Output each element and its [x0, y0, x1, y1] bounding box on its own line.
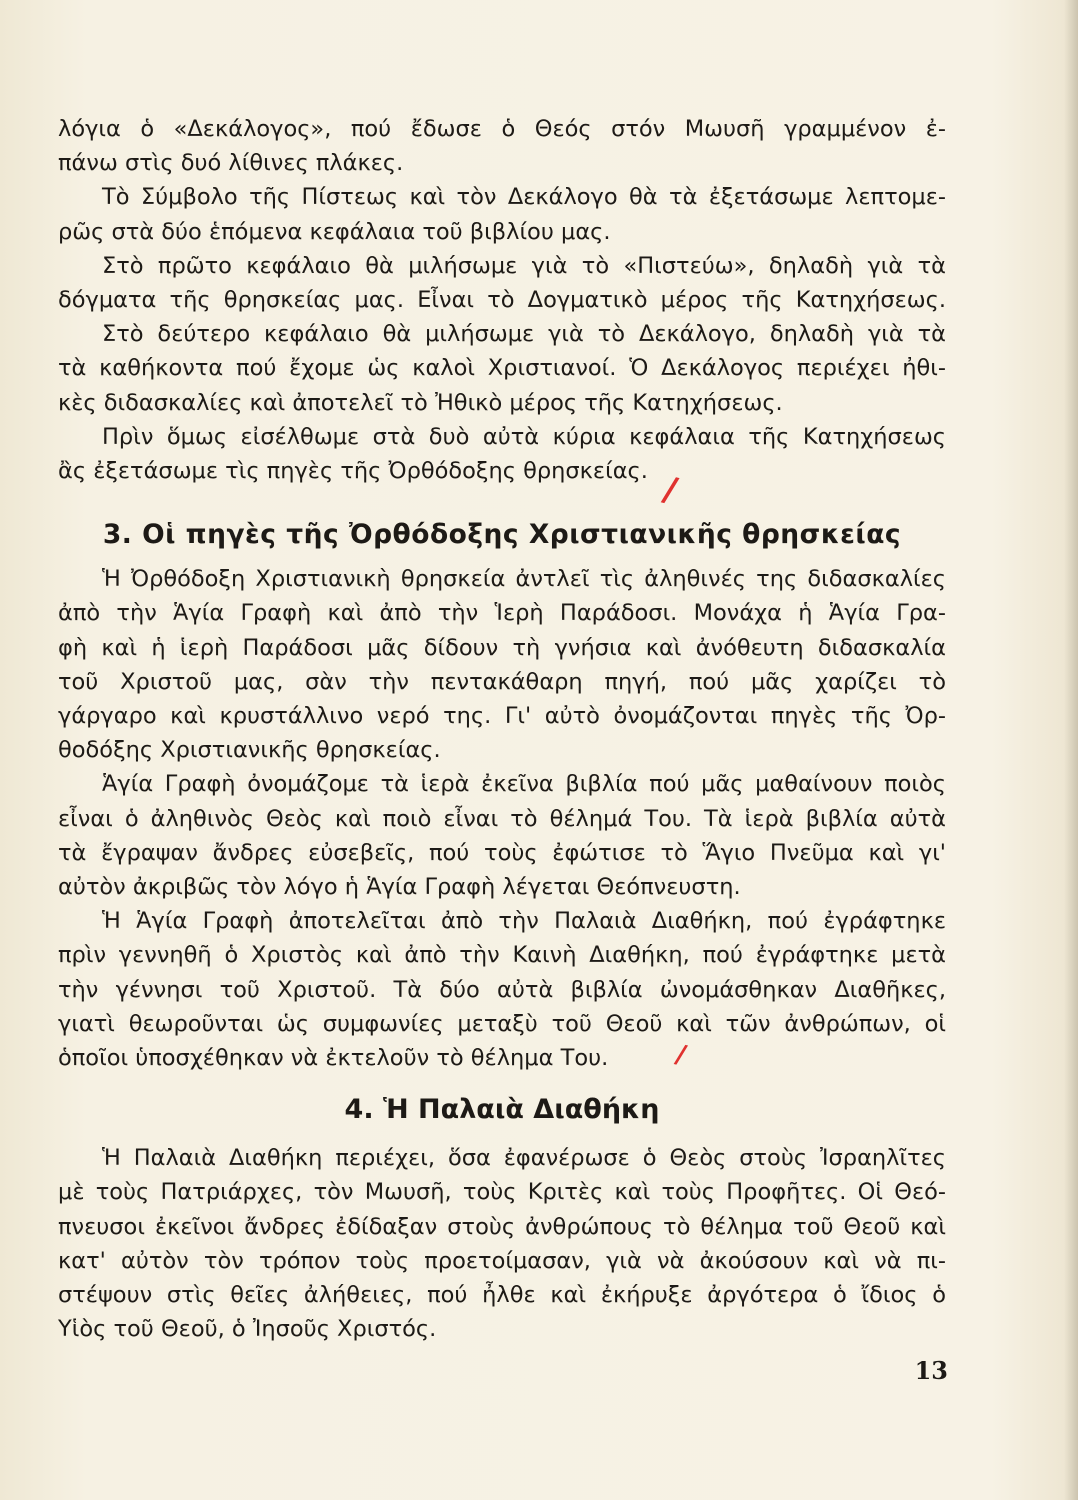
text-line: ὁποῖοι ὑποσχέθηκαν νὰ ἐκτελοῦν τὸ θέλημα Του. [58, 1044, 609, 1071]
text-line: ἂς ἐξετάσωμε τὶς πηγὲς τῆς Ὀρθόδοξης θρησκείας. [58, 457, 648, 484]
text-line: πάνω στὶς δυό λίθινες πλάκες. [58, 150, 404, 177]
page-body [58, 112, 946, 1346]
text-line: Ἡ Παλαιὰ Διαθήκη περιέχει, ὅσα ἐφανέρωσε ὁ Θεὸς στοὺς Ἰσραηλῖτες [102, 1145, 946, 1172]
text-line: θοδόξης Χριστιανικῆς θρησκείας. [58, 737, 441, 764]
section-heading-3: 3. Οἱ πηγὲς τῆς Ὀρθόδοξης Χριστιανικῆς θρησκείας [102, 519, 902, 551]
text-line: Τὸ Σύμβολο τῆς Πίστεως καὶ τὸν Δεκάλογο θὰ τὰ ἐξετάσωμε λεπτομε- [102, 184, 946, 211]
text-line: ἀπὸ τὴν Ἁγία Γραφὴ καὶ ἀπὸ τὴν Ἱερὴ Παράδοσι. Μονάχα ἡ Ἁγία Γρα- [58, 600, 946, 627]
text-line: πρὶν γεννηθῆ ὁ Χριστὸς καὶ ἀπὸ τὴν Καινὴ Διαθήκη, πού ἐγράφτηκε μετὰ [58, 942, 946, 969]
text-line: Στὸ δεύτερο κεφάλαιο θὰ μιλήσωμε γιὰ τὸ Δεκάλογο, δηλαδὴ γιὰ τὰ [102, 321, 946, 348]
red-pen-mark: / [672, 1039, 689, 1071]
text-line: στέψουν στὶς θεῖες ἀλήθειες, πού ἦλθε καὶ ἐκήρυξε ἀργότερα ὁ ἴδιος ὁ [58, 1282, 946, 1309]
text-line: εἶναι ὁ ἀληθινὸς Θεὸς καὶ ποιὸ εἶναι τὸ θέλημά Του. Τὰ ἱερὰ βιβλία αὐτὰ [58, 805, 946, 832]
text-line: Στὸ πρῶτο κεφάλαιο θὰ μιλήσωμε γιὰ τὸ «Πιστεύω», δηλαδὴ γιὰ τὰ [102, 252, 946, 279]
text-line: αὐτὸν ἀκριβῶς τὸν λόγο ἡ Ἁγία Γραφὴ λέγεται Θεόπνευστη. [58, 873, 741, 900]
text-line: Ἡ Ὀρθόδοξη Χριστιανικὴ θρησκεία ἀντλεῖ τὶς ἀληθινές της διδασκαλίες [102, 566, 946, 593]
text-line: λόγια ὁ «Δεκάλογος», πού ἔδωσε ὁ Θεός στόν Μωυσῆ γραμμένον ἐ- [58, 116, 946, 142]
text-line: μὲ τοὺς Πατριάρχες, τὸν Μωυσῆ, τοὺς Κριτὲς καὶ τοὺς Προφῆτες. Οἱ Θεό- [58, 1179, 946, 1206]
text-line: τὴν γέννησι τοῦ Χριστοῦ. Τὰ δύο αὐτὰ βιβλία ὠνομάσθηκαν Διαθῆκες, [58, 976, 946, 1003]
text-line: γιατὶ θεωροῦνται ὡς συμφωνίες μεταξὺ τοῦ Θεοῦ καὶ τῶν ἀνθρώπων, οἱ [58, 1010, 946, 1037]
text-line: πνευσοι ἐκεῖνοι ἄνδρες ἐδίδαξαν στοὺς ἀνθρώπους τὸ θέλημα τοῦ Θεοῦ καὶ [58, 1213, 946, 1240]
text-line: κατ' αὐτὸν τὸν τρόπον τοὺς προετοίμασαν, γιὰ νὰ ἀκούσουν καὶ νὰ πι- [58, 1247, 946, 1274]
page-number: 13 [914, 1356, 948, 1385]
text-line: Ἡ Ἁγία Γραφὴ ἀποτελεῖται ἀπὸ τὴν Παλαιὰ Διαθήκη, πού ἐγράφτηκε [102, 908, 946, 935]
text-line: δόγματα τῆς θρησκείας μας. Εἶναι τὸ Δογματικὸ μέρος τῆς Κατηχήσεως. [58, 286, 946, 313]
text-line: Ἁγία Γραφὴ ὀνομάζομε τὰ ἱερὰ ἐκεῖνα βιβλία πού μᾶς μαθαίνουν ποιὸς [102, 771, 946, 798]
text-line: Πρὶν ὅμως εἰσέλθωμε στὰ δυὸ αὐτὰ κύρια κεφάλαια τῆς Κατηχήσεως [102, 423, 946, 450]
text-line: ρῶς στὰ δύο ἑπόμενα κεφάλαια τοῦ βιβλίου μας. [58, 218, 611, 245]
section-heading-4: 4. Ἡ Παλαιὰ Διαθήκη [344, 1094, 660, 1126]
text-line: Υἱὸς τοῦ Θεοῦ, ὁ Ἰησοῦς Χριστός. [58, 1316, 437, 1343]
text-line: φὴ καὶ ἡ ἱερὴ Παράδοσι μᾶς δίδουν τὴ γνήσια καὶ ἀνόθευτη διδασκαλία [58, 634, 946, 661]
text-line: κὲς διδασκαλίες καὶ ἀποτελεῖ τὸ Ἠθικὸ μέρος τῆς Κατηχήσεως. [58, 389, 783, 416]
text-line: τὰ καθήκοντα πού ἔχομε ὡς καλοὶ Χριστιανοί. Ὁ Δεκάλογος περιέχει ἠθι- [58, 355, 946, 382]
page-edge-shadow [1064, 0, 1078, 1500]
text-line: τὰ ἔγραψαν ἄνδρες εὐσεβεῖς, πού τοὺς ἐφώτισε τὸ Ἅγιο Πνεῦμα καὶ γι' [58, 839, 946, 866]
text-line: τοῦ Χριστοῦ μας, σὰν τὴν πεντακάθαρη πηγή, πού μᾶς χαρίζει τὸ [58, 668, 946, 695]
red-pen-mark: / [659, 469, 682, 511]
text-line: γάργαρο καὶ κρυστάλλινο νερό της. Γι' αὐτὸ ὀνομάζονται πηγὲς τῆς Ὀρ- [58, 703, 946, 730]
